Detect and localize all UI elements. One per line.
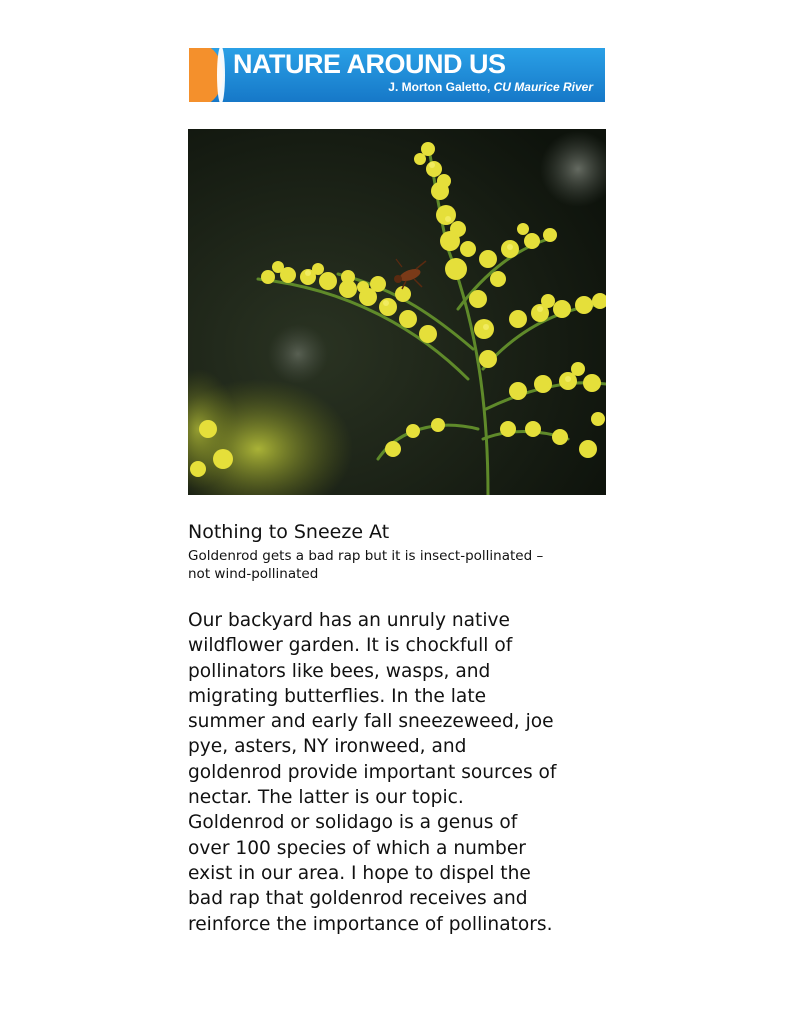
subtitle-line: Goldenrod gets a bad rap but it is insect-pollinated –	[188, 548, 544, 564]
body-line: Our backyard has an unruly native	[188, 610, 510, 631]
swoosh-divider	[217, 48, 225, 102]
body-line: nectar. The latter is our topic.	[188, 787, 464, 809]
article-body	[188, 608, 608, 937]
body-line: goldenrod provide important sources of	[188, 761, 557, 783]
subtitle-line: not wind-pollinated	[188, 566, 319, 582]
body-line: pye, asters, NY ironweed, and	[188, 736, 467, 758]
body-line: reinforce the importance of pollinators.	[188, 913, 553, 935]
body-line: pollinators like bees, wasps, and	[188, 660, 491, 682]
body-line: wildflower garden. It is chockfull of	[188, 635, 513, 657]
body-line: summer and early fall sneezeweed, joe	[188, 711, 554, 733]
byline-organization: CU Maurice River	[493, 80, 593, 94]
banner-byline	[388, 80, 593, 94]
goldenrod-photo	[188, 129, 606, 495]
masthead-banner	[189, 48, 605, 102]
body-line: over 100 species of which a number	[188, 837, 526, 859]
banner-title: NATURE AROUND US	[233, 49, 506, 79]
byline-author: J. Morton Galetto,	[388, 80, 494, 94]
body-line: Goldenrod or solidago is a genus of	[188, 812, 518, 834]
body-line: bad rap that goldenrod receives and	[188, 888, 528, 910]
article-subtitle	[188, 547, 618, 583]
body-line: exist in our area. I hope to dispel the	[188, 862, 531, 884]
article-title: Nothing to Sneeze At	[188, 521, 390, 543]
body-line: migrating butterflies. In the late	[188, 685, 487, 707]
